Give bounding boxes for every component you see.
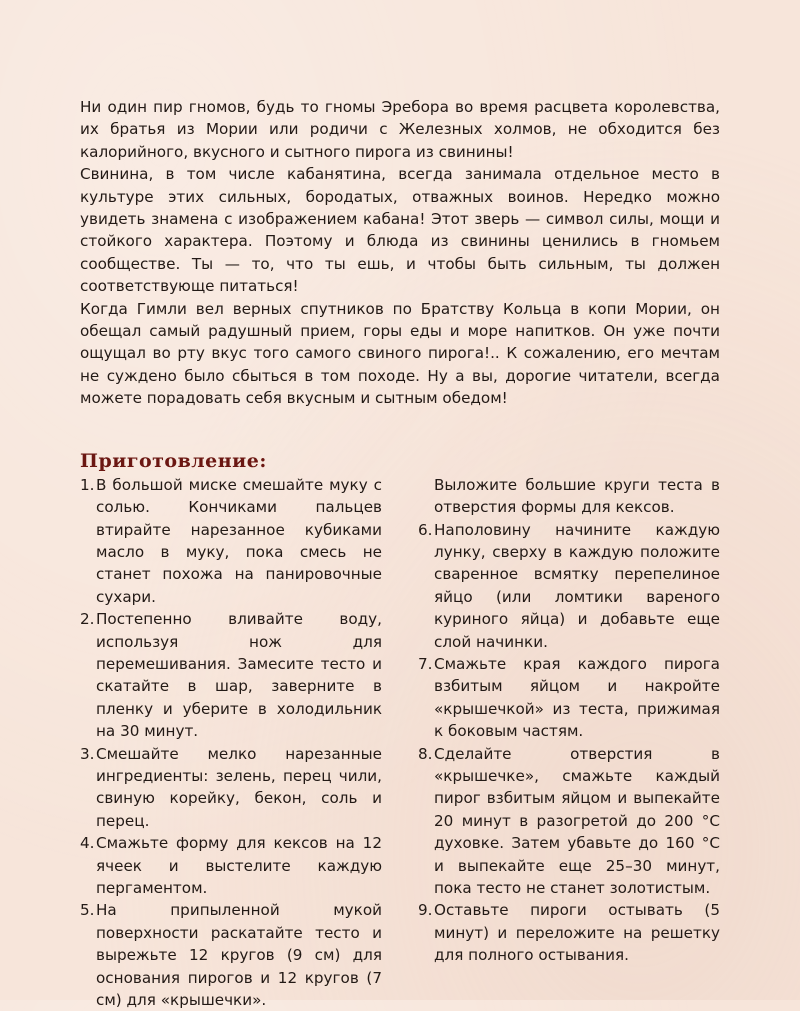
intro-paragraph-1: Ни один пир гномов, будь то гномы Эребора во время расцвета королевства, их братья из Мории или родичи с Железных холмов, не обходится без калорийного, вкусного и сытного пирога из свинины! [80, 98, 720, 161]
step-number: 1. [80, 475, 95, 494]
intro-paragraph-3: Когда Гимли вел верных спутников по Братству Кольца в копи Мории, он обещал самый радушный прием, горы еды и море напитков. Он уже почти ощущал во рту вкус того самого свиного пирога!.. К сожалению, его мечтам не суждено было сбыться в том походе. Ну а вы, дорогие читатели, всегда можете порадовать себя вкусным и сытным обедом! [80, 299, 720, 408]
step-text: В большой миске смешайте муку с солью. Кончиками пальцев втирайте нарезанное кубиками масло в муку, пока смесь не станет похожа на панировочные сухари. [96, 475, 382, 606]
step-text: Сделайте отверстия в «крышечке», смажьте каждый пирог взбитым яйцом и выпекайте 20 минут в разогретой до 200 °C духовке. Затем убавьте до 160 °C и выпекайте еще 25–30 минут, пока тесто не станет золотистым. [434, 744, 720, 897]
step-number: 2. [80, 610, 95, 629]
step-text: Постепенно вливайте воду, используя нож для перемешивания. Замесите тесто и скатайте в шар, заверните в пленку и уберите в холодильник на 30 минут. [96, 610, 382, 741]
step-item [418, 899, 720, 966]
step-item [80, 743, 382, 833]
step-number: 8. [418, 744, 433, 763]
step-text: На припыленной мукой поверхности раскатайте тесто и вырежьте 12 кругов (9 см) для основания пирогов и 12 кругов (7 см) для «крышечки». [96, 901, 382, 1010]
step-number: 9. [418, 901, 433, 920]
step-text: Оставьте пироги остывать (5 минут) и переложите на решетку для полного остывания. [434, 901, 720, 965]
step-5-continuation: Выложите большие круги теста в отверстия формы для кексов. [434, 475, 720, 517]
step-item [80, 608, 382, 742]
recipe-page [80, 96, 720, 1011]
step-number: 4. [80, 834, 95, 853]
step-item [80, 899, 382, 1011]
intro-paragraph-2: Свинина, в том числе кабанятина, всегда занимала отдельное место в культуре этих сильных, бородатых, отважных воинов. Нередко можно увидеть знамена с изображением кабана! Этот зверь — символ силы, мощи и стойкого характера. Поэтому и блюда из свинины ценились в гномьем сообществе. Ты — то, что ты ешь, и чтобы быть сильным, ты должен соответствующе питаться! [80, 165, 720, 296]
step-text: Наполовину начините каждую лунку, сверху в каждую положите сваренное всмятку перепелиное яйцо (или ломтики вареного куриного яйца) и добавьте еще слой начинки. [434, 520, 720, 651]
step-number: 7. [418, 654, 433, 673]
step-number: 5. [80, 901, 95, 920]
step-text: Смажьте края каждого пирога взбитым яйцом и накройте «крышечкой» из теста, прижимая к боковым частям. [434, 654, 720, 741]
step-item [80, 832, 382, 899]
step-number: 3. [80, 744, 95, 763]
intro-text [80, 96, 720, 410]
steps-right-column [418, 474, 720, 1011]
steps-left-column [80, 474, 382, 1011]
steps-columns [80, 474, 720, 1011]
section-title: Приготовление: [80, 449, 267, 472]
step-item [418, 743, 720, 900]
step-item [418, 653, 720, 743]
step-text: Смешайте мелко нарезанные ингредиенты: зелень, перец чили, свиную корейку, бекон, соль и перец. [96, 744, 382, 830]
step-item [80, 474, 382, 608]
step-number: 6. [418, 520, 433, 539]
step-item [418, 519, 720, 653]
step-text: Смажьте форму для кексов на 12 ячеек и выстелите каждую пергаментом. [96, 834, 382, 897]
